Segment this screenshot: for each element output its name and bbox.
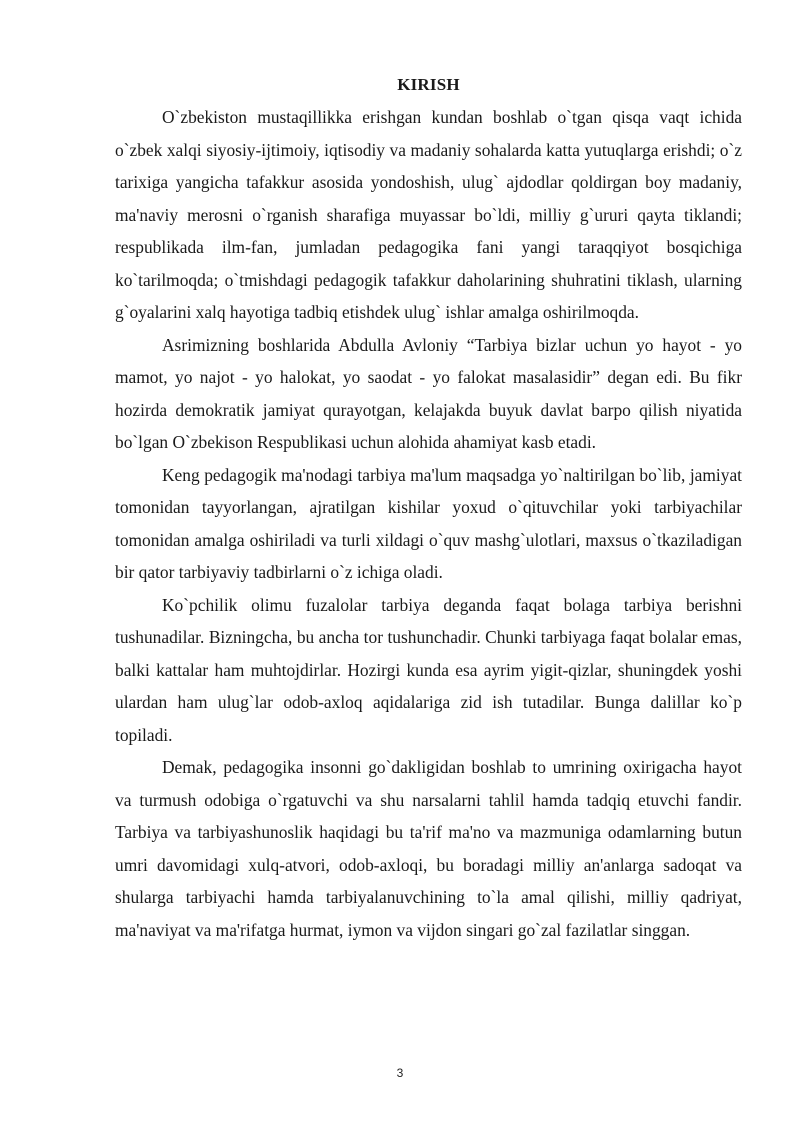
paragraph-3: Keng pedagogik ma'nodagi tarbiya ma'lum maqsadga yo`naltirilgan bo`lib, jamiyat tomonidan tayyorlangan, ajratilgan kishilar yoxud o`qituvchilar yoki tarbiyachilar tomonidan amalga oshiriladi va turli xildagi o`quv mashg`ulotlari, maxsus o`tkaziladigan bir qator tarbiyaviy tadbirlarni o`z ichiga oladi.	[115, 464, 742, 582]
paragraph-5: Demak, pedagogika insonni go`dakligidan boshlab to umrining oxirigacha hayot va turmush odobiga o`rgatuvchi va shu narsalarni tahlil hamda tadqiq etuvchi fandir. Tarbiya va tarbiyashunoslik haqidagi bu ta'rif ma'no va mazmuniga odamlarning butun umri davomidagi xulq-atvori, odob-axloqi, bu boradagi milliy an'anlarga sadoqat va shularga tarbiyachi hamda tarbiyalanuvchining to`la amal qilishi, milliy qadriyat, ma'naviyat va ma'rifatga hurmat, iymon va vijdon singari go`zal fazilatlar singgan.	[115, 757, 742, 940]
page-number: 3	[396, 1066, 404, 1080]
document-page	[115, 75, 742, 946]
paragraph-2: Asrimizning boshlarida Abdulla Avloniy “Tarbiya bizlar uchun yo hayot - yo mamot, yo najot - yo halokat, yo saodat - yo falokat masalasidir” degan edi. Bu fikr hozirda demokratik jamiyat qurayotgan, kelajakda buyuk davlat barpo qilish niyatida bo`lgan O`zbekison Respublikasi uchun alohida ahamiyat kasb etadi.	[115, 334, 742, 452]
paragraph-4: Ko`pchilik olimu fuzalolar tarbiya deganda faqat bolaga tarbiya berishni tushunadilar. Bizningcha, bu ancha tor tushunchadir. Chunki tarbiyaga faqat bolalar emas, balki kattalar ham muhtojdirlar. Hozirgi kunda esa ayrim yigit-qizlar, shuningdek yoshi ulardan ham ulug`lar odob-axloq aqidalariga zid ish tutadilar. Bunga dalillar ko`p topiladi.	[115, 594, 742, 745]
paragraph-1: O`zbekiston mustaqillikka erishgan kundan boshlab o`tgan qisqa vaqt ichida o`zbek xalqi siyosiy-ijtimoiy, iqtisodiy va madaniy sohalarda katta yutuqlarga erishdi; o`z tarixiga yangicha tafakkur asosida yondoshish, ulug` ajdodlar qoldirgan boy madaniy, ma'naviy merosni o`rganish sharafiga muyassar bo`ldi, milliy g`ururi qayta tiklandi; respublikada ilm-fan, jumladan pedagogika fani yangi taraqqiyot bosqichiga ko`tarilmoqda; o`tmishdagi pedagogik tafakkur daholarining shuhratini tiklash, ularning g`oyalarini xalq hayotiga tadbiq etishdek ulug` ishlar amalga oshirilmoqda.	[115, 107, 742, 322]
page-title: KIRISH	[397, 75, 460, 94]
